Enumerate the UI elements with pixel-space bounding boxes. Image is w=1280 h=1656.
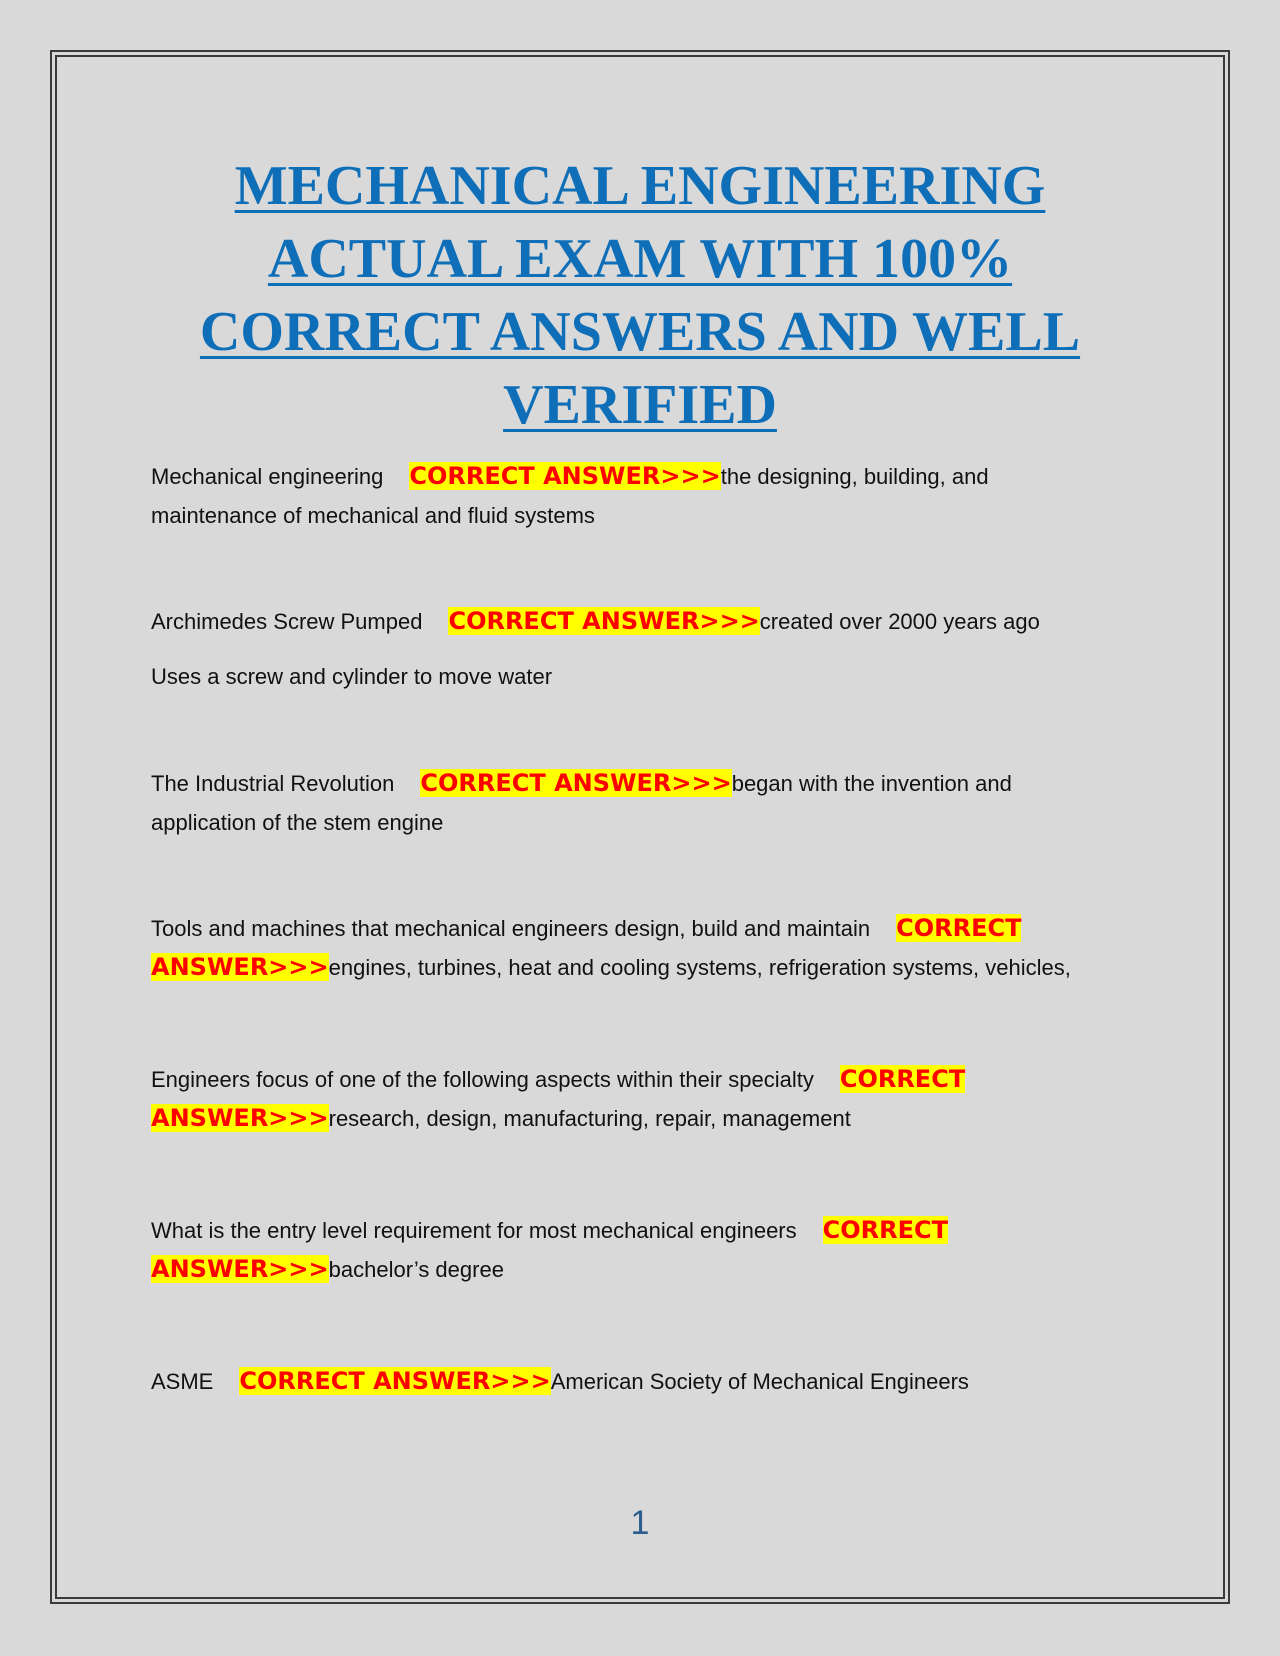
answer-text: began with the invention and application of the stem engine: [151, 771, 1012, 835]
page-number: 1: [630, 1504, 650, 1542]
correct-answer-marker-part1: CORRECT: [896, 914, 1022, 942]
question-text: Archimedes Screw Pumped: [151, 609, 423, 634]
correct-answer-marker: CORRECT ANSWER>>>: [420, 769, 732, 797]
question-text: Engineers focus of one of the following aspects within their specialty: [151, 1067, 814, 1092]
qa-item-2: [151, 602, 1111, 696]
correct-answer-marker: CORRECT ANSWER>>>: [448, 607, 760, 635]
answer-text: bachelor’s degree: [328, 1257, 504, 1282]
title-line-3: CORRECT ANSWERS AND WELL: [199, 301, 1081, 363]
answer-text: engines, turbines, heat and cooling systems, refrigeration systems, vehicles,: [328, 955, 1071, 980]
question-text: The Industrial Revolution: [151, 771, 395, 796]
correct-answer-marker-part1: CORRECT: [822, 1216, 948, 1244]
answer-text: American Society of Mechanical Engineers: [550, 1369, 969, 1394]
qa-item-3: [151, 764, 1111, 842]
qa-item-5: [151, 1060, 1111, 1138]
correct-answer-marker: CORRECT ANSWER>>>: [239, 1367, 551, 1395]
answer-text: created over 2000 years ago: [759, 609, 1040, 634]
title-line-4: VERIFIED: [503, 374, 777, 436]
qa-item-1: [151, 457, 1111, 535]
qa-item-6: [151, 1211, 1111, 1289]
title-line-2: ACTUAL EXAM WITH 100%: [267, 228, 1013, 290]
question-text: What is the entry level requirement for most mechanical engineers: [151, 1218, 797, 1243]
correct-answer-marker-part2: ANSWER>>>: [151, 1104, 329, 1132]
correct-answer-marker-part2: ANSWER>>>: [151, 953, 329, 981]
qa-item-4: [151, 909, 1111, 987]
answer-text: the designing, building, and maintenance of mechanical and fluid systems: [151, 464, 989, 528]
correct-answer-marker-part1: CORRECT: [839, 1065, 966, 1093]
question-text: ASME: [151, 1369, 214, 1394]
question-text: Tools and machines that mechanical engineers design, build and maintain: [151, 916, 871, 941]
answer-extra-line: Uses a screw and cylinder to move water: [151, 664, 553, 689]
document-title: [150, 150, 1130, 442]
correct-answer-marker-part2: ANSWER>>>: [151, 1255, 329, 1283]
title-line-1: MECHANICAL ENGINEERING: [234, 155, 1046, 217]
qa-item-7: [151, 1362, 1111, 1401]
correct-answer-marker: CORRECT ANSWER>>>: [409, 462, 721, 490]
answer-text: research, design, manufacturing, repair, management: [328, 1106, 851, 1131]
question-text: Mechanical engineering: [151, 464, 384, 489]
